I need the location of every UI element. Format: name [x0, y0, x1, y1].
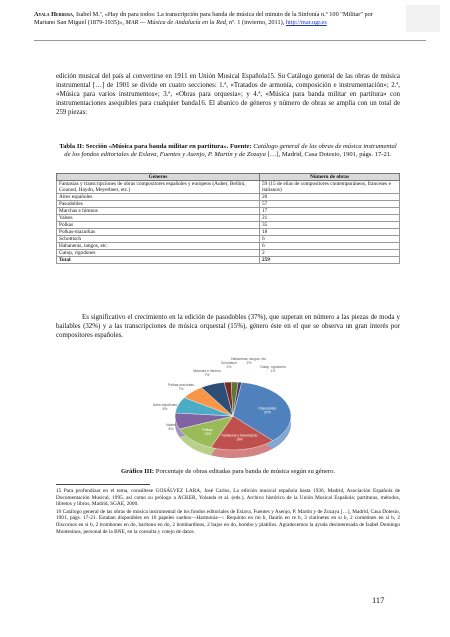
body-paragraph-1: edición musical del país al convertirse en 1911 en Unión Musical Española15. Su Catálogo general de las obras de música instrumental […] de 1901 se divide en cuatro secciones: 1.ª, «Tratados de armonía, composición e instrumentación»; 2.ª, «Música para varios instrumentos»; 3.ª, «Obras para orquesta»; y 4.ª, «Música para banda militar en partitura» con instrumentaciones asequibles para cualquier banda16. El abanico de géneros y número de obras se amplía con un total de 259 piezas:	[56, 73, 400, 116]
table-row	[57, 250, 400, 257]
pie-slice-label: Polkas-mazurkas 7%	[167, 383, 195, 391]
table-cell-genre: Pasodobles	[57, 201, 260, 208]
genre-pie-chart	[151, 354, 316, 468]
table-row	[57, 201, 400, 208]
table-cell-count: 20	[260, 194, 400, 201]
table-row	[57, 208, 400, 215]
table-caption-lead: Tabla II: Sección «Música para banda militar en partitura». Fuente:	[59, 143, 252, 150]
page-header	[34, 11, 374, 28]
header-line2: minuto de la Sinfonía n.º 100 "Militar" por Mariano San Miguel (1879-1935)»,	[34, 11, 373, 27]
pie-slice-label: Aires españoles 8%	[152, 403, 178, 411]
header-url-link[interactable]: http://mar.ugr.es	[285, 19, 327, 27]
figure-caption-text: Porcentaje de obras editadas para banda de música según su género.	[154, 468, 336, 475]
table-header-count: Número de obras	[260, 174, 400, 181]
table-caption	[56, 143, 400, 160]
header-rule	[34, 40, 426, 41]
table-cell-genre: Schottisch	[57, 236, 260, 243]
genres-table	[56, 173, 400, 264]
header-journal: MAR — Música de Andalucía en la Red	[125, 19, 226, 27]
table-cell-genre: Galop, rigodones	[57, 250, 260, 257]
pie-slice-label: Habaneras, tangos, etc. 2%	[230, 357, 268, 365]
table-cell-count: 35	[260, 222, 400, 229]
table-cell-genre: Valses	[57, 215, 260, 222]
table-cell-genre: Polkas-mazurkas	[57, 229, 260, 236]
header-author: Ayala Herrera	[34, 11, 73, 18]
pie-slice-label: Galop, rigodones 1%	[260, 365, 286, 373]
table-cell-genre: Aires españoles	[57, 194, 260, 201]
footnotes	[56, 488, 400, 536]
table-total-value: 259	[260, 257, 400, 264]
table-row	[57, 215, 400, 222]
table-total-row	[57, 257, 400, 264]
pie-slice-label: Valses 8%	[166, 423, 176, 431]
table-row	[57, 194, 400, 201]
pie-slice-label: Polkas 13%	[202, 427, 213, 436]
table-cell-count: 59 (15 de ellas de compositores contemporáneos, franceses e italianos)	[260, 181, 400, 194]
table-cell-count: 2	[260, 250, 400, 257]
footnote-15: 15 Para profundizar en el tema, consúltese GOSÁLVEZ LARA, José Carlos, La edición musical española hasta 1936, Madrid, Asociación Española de Documentación Musical, 1995, así como su prólogo a ACKER, Yolanda et al. (eds.), Archivo histórico de la Unión Musical Española: partituras, métodos, libretos y libros, Madrid, SGAE, 2000.	[56, 488, 400, 508]
pie-slice-label: Schottisch 2%	[221, 361, 237, 369]
pie-slice-label: Fantasías y transcripcio 19%	[221, 433, 258, 442]
page-number: 117	[372, 595, 385, 605]
header-issue: , nº. 1 (invierno, 2011),	[225, 19, 285, 27]
table-cell-count: 18	[260, 229, 400, 236]
table-total-label: Total	[57, 257, 260, 264]
table-cell-genre: Polkas	[57, 222, 260, 229]
body-paragraph-2: Es significativo el crecimiento en la edición de pasodobles (37%), que superan en número a las piezas de moda y bailables (32%) y a las transcripciones de música orquestal (15%), género éste en el que se observa un gran interés por compositores españoles.	[56, 314, 400, 339]
table-row	[57, 236, 400, 243]
figure-caption	[56, 468, 400, 476]
pie-slice-label: Marchas e himnos 7%	[193, 369, 221, 377]
table-header-genre: Géneros	[57, 174, 260, 181]
table-cell-count: 21	[260, 215, 400, 222]
table-header-row	[57, 174, 400, 181]
table-cell-count: 6	[260, 236, 400, 243]
table-cell-count: 6	[260, 243, 400, 250]
table-cell-genre: Marchas e himnos	[57, 208, 260, 215]
table-cell-count: 17	[260, 208, 400, 215]
table-caption-tail: […], Madrid, Casa Dotesio, 1901, págs. 17-21.	[267, 151, 392, 159]
pie-slice-label: Pasodobles 37%	[258, 406, 277, 415]
table-row	[57, 181, 400, 194]
footnote-rule	[56, 484, 150, 485]
table-row	[57, 222, 400, 229]
footnote-16: 16 Catálogo general de las obras de música instrumental de los fondos editoriales de Eslava, Fuentes y Asenjo, P. Martín y de Zozaya […], Madrid, Casa Dotesio, 1901, págs. 17-21. Estaban disponibles en 16 papeles sueltos—Harmonía—: Requinto en mi b, flautín en re b, 3 clarinetes en si b, 2 cornetines en si b, 2 fliscornos en si b, 2 trombones en do, barítono en do, 2 bombardinos, 2 bajos en do, bombo y platillos. Agradecemos la ayuda desinteresada de Isabel Domingo Montesinos, personal de la BNE, en la consulta y cotejo de datos.	[56, 508, 400, 535]
journal-logo	[406, 5, 440, 32]
figure-caption-lead: Gráfico III:	[120, 468, 155, 475]
table-cell-count: 57	[260, 201, 400, 208]
header-line1: , Isabel M.ª, «Hay dn para todos: La transcripción para banda de música del	[72, 11, 264, 18]
table-row	[57, 243, 400, 250]
table-cell-genre: Habaneras, tangos, etc.	[57, 243, 260, 250]
table-cell-genre: Fantasías y transcripciones de obras compositores españoles y europeos (Auber, Bellini, Gounod, Haydn, Meyerbeer, etc.)	[57, 181, 260, 194]
table-caption-source: Catálogo general de las obras de música instrumental de los fondos editoriales de Eslava, Fuentes y Asenjo, P. Martín y de Zozaya	[64, 143, 397, 159]
table-row	[57, 229, 400, 236]
